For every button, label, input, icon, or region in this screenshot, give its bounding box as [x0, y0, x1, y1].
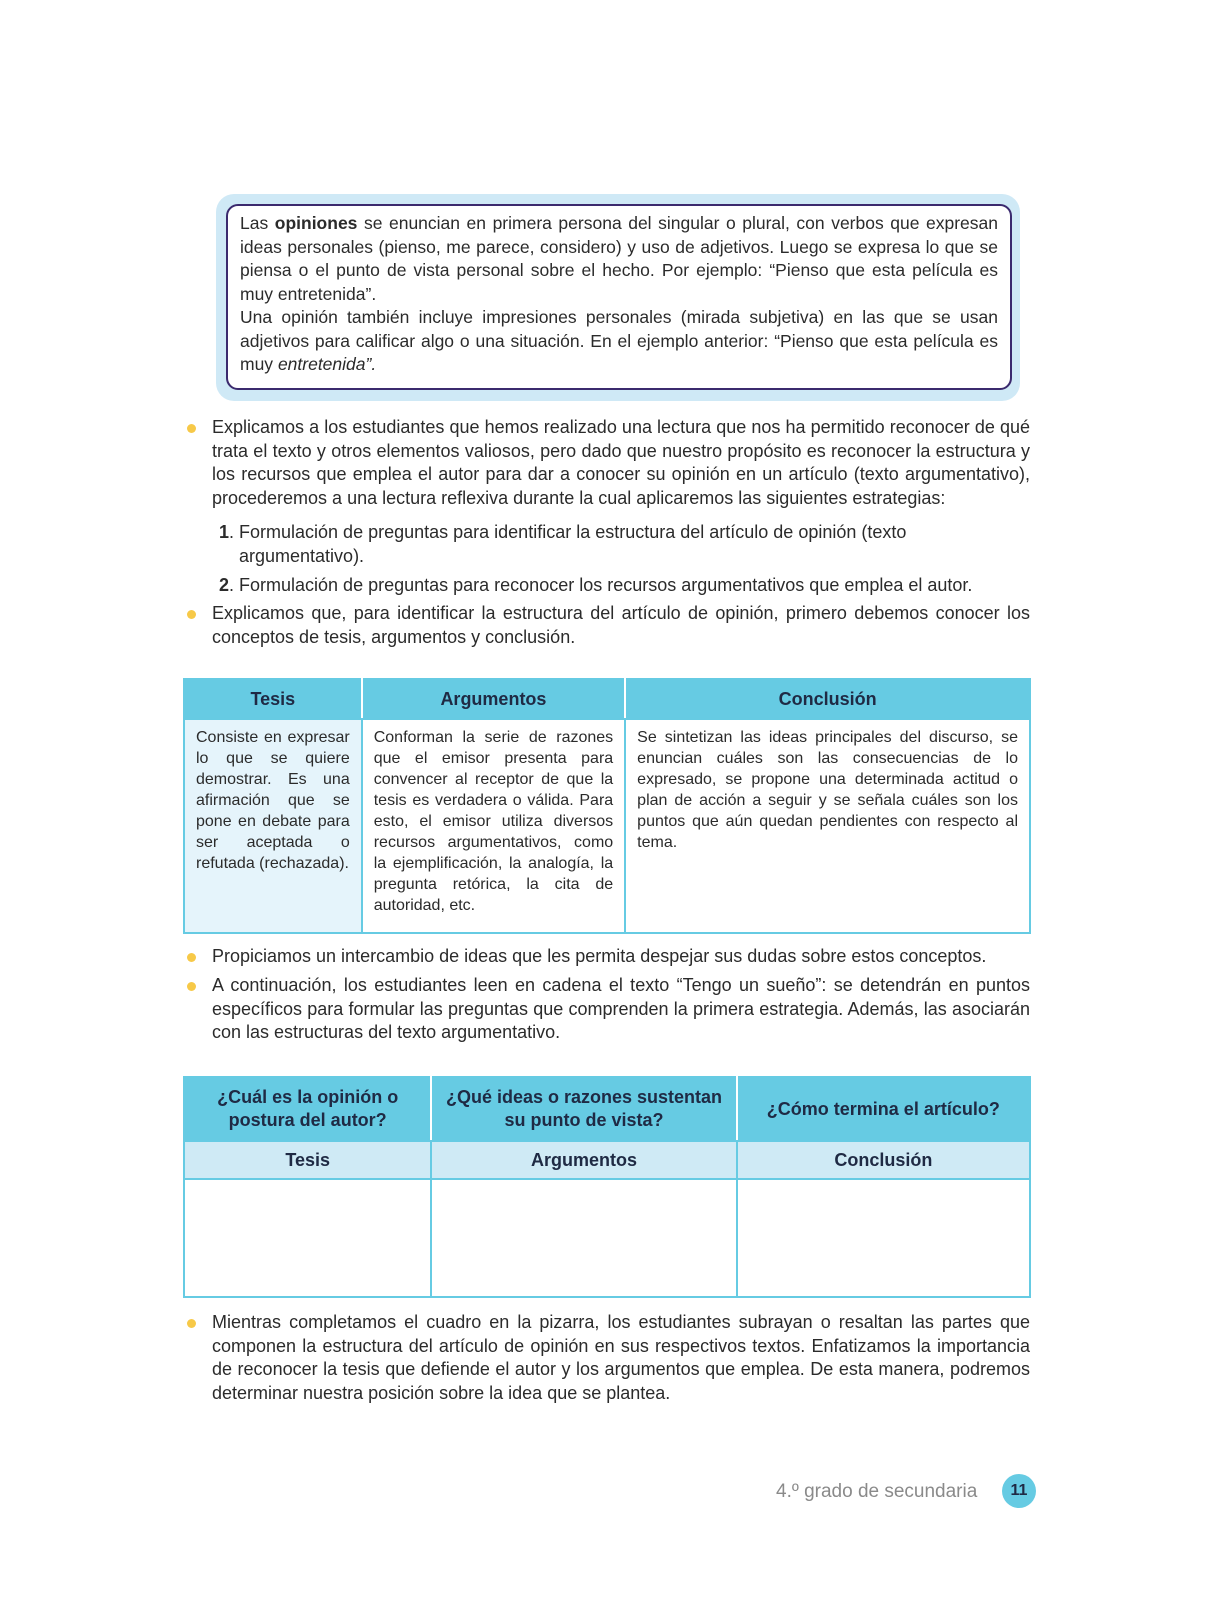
bullet-dot-icon — [187, 1319, 196, 1328]
info-italic-term: entretenida”. — [277, 354, 377, 374]
strategy-item-2: 2. Formulación de preguntas para reconocer los recursos argumentativos que emplea el autor. — [219, 575, 973, 595]
questions-table — [183, 1076, 1031, 1298]
grade-label: 4.º grado de secundaria — [776, 1481, 978, 1502]
empty-cell-conclusion — [737, 1179, 1030, 1297]
table-row — [184, 719, 1030, 933]
question-termina: ¿Cómo termina el artículo? — [737, 1077, 1030, 1141]
bullet-paragraph-5: Mientras completamos el cuadro en la pizarra, los estudiantes subrayan o resaltan las partes que componen la estructura del artículo de opinión en sus respectivos textos. Enfatizamos la importancia de reconocer la tesis que defiende el autor y los argumentos que emplea. De esta manera, podremos determinar nuestra posición sobre la idea que se plantea. — [212, 1311, 1030, 1405]
bullet-paragraph-3: Propiciamos un intercambio de ideas que les permita despejar sus dudas sobre estos conceptos. — [212, 945, 1030, 969]
empty-cell-argumentos — [431, 1179, 736, 1297]
concepts-table — [183, 678, 1031, 934]
bullet-paragraph-2: Explicamos que, para identificar la estructura del artículo de opinión, primero debemos conocer los conceptos de tesis, argumentos y conclusión. — [212, 602, 1030, 649]
subheader-tesis: Tesis — [184, 1141, 431, 1179]
questions-subheader-row — [184, 1141, 1030, 1179]
bullet-dot-icon — [187, 953, 196, 962]
cell-conclusion: Se sintetizan las ideas principales del discurso, se enuncian cuáles son las consecuencias de lo expresado, se propone una determinada actitud o plan de acción a seguir y se señala cuáles son los puntos que aún quedan pendientes con respecto al tema. — [625, 719, 1030, 933]
bullet-paragraph-4: A continuación, los estudiantes leen en cadena el texto “Tengo un sueño”: se detendrán en puntos específicos para formular las preguntas que comprenden la primera estrategia. Además, las asociarán con las estructuras del texto argumentativo. — [212, 974, 1030, 1045]
bullet-dot-icon — [187, 424, 196, 433]
cell-argumentos: Conforman la serie de razones que el emisor presenta para convencer al receptor de que la tesis es verdadera o válida. Para esto, el emisor utiliza diversos recursos argumentativos, como la ejemplificación, la analogía, la pregunta retórica, la cita de autoridad, etc. — [362, 719, 625, 933]
cell-tesis: Consiste en expresar lo que se quiere demostrar. Es una afirmación que se pone en debate para ser aceptada o refutada (rechazada). — [184, 719, 362, 933]
info-bold-term: opiniones — [274, 213, 358, 233]
header-conclusion: Conclusión — [625, 679, 1030, 719]
bullet-dot-icon — [187, 982, 196, 991]
strategy-item-1: 1. Formulación de preguntas para identificar la estructura del artículo de opinión (texto argumentativo). — [219, 522, 907, 566]
subheader-conclusion: Conclusión — [737, 1141, 1030, 1179]
header-argumentos: Argumentos — [362, 679, 625, 719]
bullet-dot-icon — [187, 610, 196, 619]
question-opinion: ¿Cuál es la opinión o postura del autor? — [184, 1077, 431, 1141]
subheader-argumentos: Argumentos — [431, 1141, 736, 1179]
concepts-header-row — [184, 679, 1030, 719]
info-paragraph-2: Una opinión también incluye impresiones personales (mirada subjetiva) en las que se usan adjetivos para calificar algo o una situación. En el ejemplo anterior: “Pienso que esta película es muy entretenida”. — [240, 307, 998, 374]
table-row — [184, 1179, 1030, 1297]
question-razones: ¿Qué ideas o razones sustentan su punto de vista? — [431, 1077, 736, 1141]
bullet-paragraph-1: Explicamos a los estudiantes que hemos realizado una lectura que nos ha permitido reconocer de qué trata el texto y otros elementos valiosos, pero dado que nuestro propósito es reconocer la estructura y los recursos que emplea el autor para dar a conocer su opinión en un artículo (texto argumentativo), procederemos a una lectura reflexiva durante la cual aplicaremos las siguientes estrategias: — [212, 416, 1030, 510]
header-tesis: Tesis — [184, 679, 362, 719]
info-paragraph-1: Las opiniones se enuncian en primera persona del singular o plural, con verbos que expresan ideas personales (pienso, me parece, considero) y uso de adjetivos. Luego se expresa lo que se piensa o el punto de vista personal sobre el hecho. Por ejemplo: “Pienso que esta película es muy entretenida”. — [240, 213, 998, 304]
questions-header-row — [184, 1077, 1030, 1141]
page-number-badge: 11 — [1002, 1474, 1036, 1508]
empty-cell-tesis — [184, 1179, 431, 1297]
info-box — [226, 204, 1012, 390]
